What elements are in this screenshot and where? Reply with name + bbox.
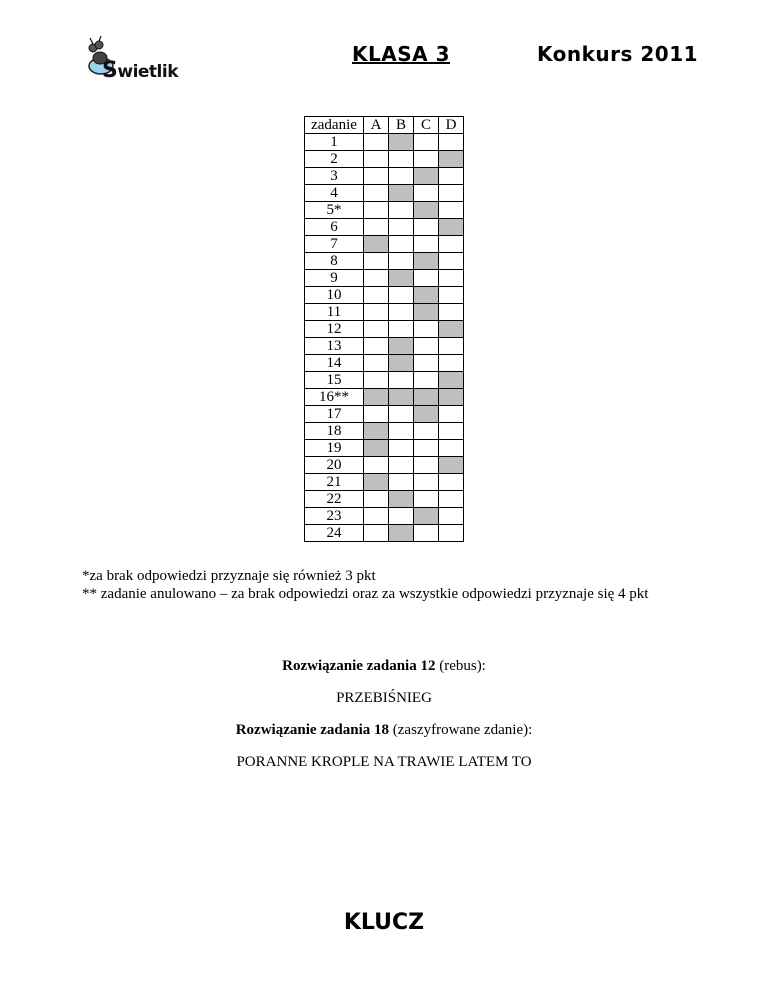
table-row xyxy=(305,236,464,253)
task-number: 7 xyxy=(305,236,364,253)
table-row xyxy=(305,338,464,355)
answer-cell-d xyxy=(439,304,464,321)
table-row xyxy=(305,202,464,219)
answer-cell-b-marked xyxy=(389,185,414,202)
answer-cell-b-marked xyxy=(389,491,414,508)
task-number: 13 xyxy=(305,338,364,355)
answer-cell-b xyxy=(389,151,414,168)
task-number: 1 xyxy=(305,134,364,151)
answer-cell-a xyxy=(364,304,389,321)
answer-cell-b xyxy=(389,406,414,423)
task-number: 15 xyxy=(305,372,364,389)
answer-cell-a xyxy=(364,338,389,355)
answer-cell-d xyxy=(439,202,464,219)
answer-cell-a xyxy=(364,508,389,525)
answer-cell-c xyxy=(414,491,439,508)
swietlik-logo xyxy=(84,36,179,86)
answer-cell-d xyxy=(439,423,464,440)
task-number: 10 xyxy=(305,287,364,304)
task-number: 2 xyxy=(305,151,364,168)
table-row xyxy=(305,185,464,202)
answer-cell-a-marked xyxy=(364,423,389,440)
answer-cell-c-marked xyxy=(414,287,439,304)
answer-cell-c-marked xyxy=(414,168,439,185)
answer-cell-c xyxy=(414,338,439,355)
answer-cell-a xyxy=(364,270,389,287)
answer-cell-a xyxy=(364,406,389,423)
answer-cell-a xyxy=(364,525,389,542)
answer-cell-c-marked xyxy=(414,304,439,321)
table-row xyxy=(305,321,464,338)
task-number: 4 xyxy=(305,185,364,202)
answer-cell-a-marked xyxy=(364,389,389,406)
answer-cell-b xyxy=(389,253,414,270)
answer-cell-b-marked xyxy=(389,338,414,355)
answer-cell-c xyxy=(414,474,439,491)
logo-wordmark: Swietlik xyxy=(102,58,179,83)
task-number: 11 xyxy=(305,304,364,321)
answer-cell-b xyxy=(389,372,414,389)
answer-cell-c xyxy=(414,134,439,151)
answer-cell-c xyxy=(414,423,439,440)
answer-cell-a xyxy=(364,372,389,389)
answer-cell-d-marked xyxy=(439,151,464,168)
table-row xyxy=(305,287,464,304)
answer-cell-c xyxy=(414,440,439,457)
answer-cell-b xyxy=(389,236,414,253)
answer-cell-c xyxy=(414,525,439,542)
answer-cell-b xyxy=(389,304,414,321)
task-number: 9 xyxy=(305,270,364,287)
answer-cell-a xyxy=(364,168,389,185)
answer-cell-b xyxy=(389,202,414,219)
answer-cell-b-marked xyxy=(389,389,414,406)
answer-cell-b xyxy=(389,457,414,474)
solution-18-heading: Rozwiązanie zadania 18 (zaszyfrowane zdanie): xyxy=(235,722,533,738)
task-number: 17 xyxy=(305,406,364,423)
answer-cell-d xyxy=(439,355,464,372)
answer-cell-a xyxy=(364,355,389,372)
answer-cell-c xyxy=(414,321,439,338)
answer-cell-a xyxy=(364,457,389,474)
answer-cell-b xyxy=(389,287,414,304)
task-number: 8 xyxy=(305,253,364,270)
table-row xyxy=(305,508,464,525)
task-number: 6 xyxy=(305,219,364,236)
task-number: 24 xyxy=(305,525,364,542)
answer-cell-d xyxy=(439,236,464,253)
answer-cell-c-marked xyxy=(414,406,439,423)
solution-12-heading: Rozwiązanie zadania 12 (rebus): xyxy=(282,658,486,674)
table-row xyxy=(305,491,464,508)
answer-cell-b xyxy=(389,321,414,338)
task-number: 19 xyxy=(305,440,364,457)
table-row xyxy=(305,372,464,389)
header-option-a: A xyxy=(364,117,389,134)
answer-cell-a xyxy=(364,219,389,236)
answer-cell-d xyxy=(439,168,464,185)
solution-12-answer: PRZEBIŚNIEG xyxy=(336,690,432,706)
task-number: 21 xyxy=(305,474,364,491)
answer-cell-d-marked xyxy=(439,219,464,236)
answer-cell-b xyxy=(389,423,414,440)
answer-cell-b-marked xyxy=(389,270,414,287)
answer-cell-d xyxy=(439,474,464,491)
answer-cell-c-marked xyxy=(414,389,439,406)
note-task-5: *za brak odpowiedzi przyznaje się również 3 pkt xyxy=(82,568,376,584)
answer-cell-a-marked xyxy=(364,474,389,491)
answer-cell-d xyxy=(439,440,464,457)
task-number: 22 xyxy=(305,491,364,508)
header-option-c: C xyxy=(414,117,439,134)
header-option-d: D xyxy=(439,117,464,134)
answer-cell-c xyxy=(414,372,439,389)
table-row xyxy=(305,525,464,542)
answer-cell-a xyxy=(364,202,389,219)
answer-cell-d xyxy=(439,287,464,304)
table-row xyxy=(305,440,464,457)
answer-cell-c xyxy=(414,236,439,253)
answer-cell-b xyxy=(389,508,414,525)
task-number: 16** xyxy=(305,389,364,406)
header-task: zadanie xyxy=(305,117,364,134)
answer-cell-d-marked xyxy=(439,389,464,406)
answer-cell-c-marked xyxy=(414,508,439,525)
answer-cell-d xyxy=(439,338,464,355)
answer-cell-d xyxy=(439,134,464,151)
answer-cell-c xyxy=(414,151,439,168)
table-row xyxy=(305,134,464,151)
answer-cell-b xyxy=(389,168,414,185)
task-number: 14 xyxy=(305,355,364,372)
answer-cell-c-marked xyxy=(414,202,439,219)
task-number: 3 xyxy=(305,168,364,185)
answer-cell-c xyxy=(414,185,439,202)
answer-cell-d xyxy=(439,185,464,202)
answer-cell-c-marked xyxy=(414,253,439,270)
task-number: 5* xyxy=(305,202,364,219)
task-number: 18 xyxy=(305,423,364,440)
answer-cell-a xyxy=(364,491,389,508)
table-row xyxy=(305,219,464,236)
answer-rows xyxy=(305,134,464,542)
answer-cell-b xyxy=(389,440,414,457)
answer-cell-b xyxy=(389,474,414,491)
table-row xyxy=(305,270,464,287)
answer-cell-a xyxy=(364,185,389,202)
answer-cell-b-marked xyxy=(389,355,414,372)
note-task-16: ** zadanie anulowano – za brak odpowiedzi oraz za wszystkie odpowiedzi przyznaje się 4 pkt xyxy=(82,586,649,602)
answer-cell-d xyxy=(439,270,464,287)
class-title: KLASA 3 xyxy=(352,42,450,66)
answer-key-table xyxy=(304,116,464,542)
table-header-row xyxy=(305,117,464,134)
answer-cell-d xyxy=(439,253,464,270)
table-row xyxy=(305,168,464,185)
answer-cell-c xyxy=(414,270,439,287)
answer-cell-d xyxy=(439,508,464,525)
task-number: 20 xyxy=(305,457,364,474)
answer-cell-d xyxy=(439,406,464,423)
answer-cell-b-marked xyxy=(389,134,414,151)
answer-cell-b xyxy=(389,219,414,236)
table-row xyxy=(305,304,464,321)
table-row xyxy=(305,355,464,372)
answer-cell-a xyxy=(364,321,389,338)
answer-cell-d-marked xyxy=(439,372,464,389)
answer-cell-b-marked xyxy=(389,525,414,542)
answer-cell-a xyxy=(364,134,389,151)
answer-cell-a-marked xyxy=(364,236,389,253)
table-row xyxy=(305,389,464,406)
answer-cell-c xyxy=(414,457,439,474)
answer-cell-d xyxy=(439,525,464,542)
answer-cell-d-marked xyxy=(439,457,464,474)
answer-cell-c xyxy=(414,355,439,372)
task-number: 23 xyxy=(305,508,364,525)
task-number: 12 xyxy=(305,321,364,338)
table-row xyxy=(305,253,464,270)
answer-cell-a xyxy=(364,151,389,168)
table-row xyxy=(305,423,464,440)
table-row xyxy=(305,406,464,423)
table-row xyxy=(305,151,464,168)
table-row xyxy=(305,474,464,491)
contest-title: Konkurs 2011 xyxy=(537,42,699,66)
answer-cell-a xyxy=(364,253,389,270)
answer-cell-d-marked xyxy=(439,321,464,338)
footer-key-label: KLUCZ xyxy=(343,910,425,935)
answer-cell-c xyxy=(414,219,439,236)
table-row xyxy=(305,457,464,474)
header-option-b: B xyxy=(389,117,414,134)
answer-cell-d xyxy=(439,491,464,508)
answer-cell-a xyxy=(364,287,389,304)
solution-18-answer: PORANNE KROPLE NA TRAWIE LATEM TO xyxy=(236,754,532,770)
answer-cell-a-marked xyxy=(364,440,389,457)
